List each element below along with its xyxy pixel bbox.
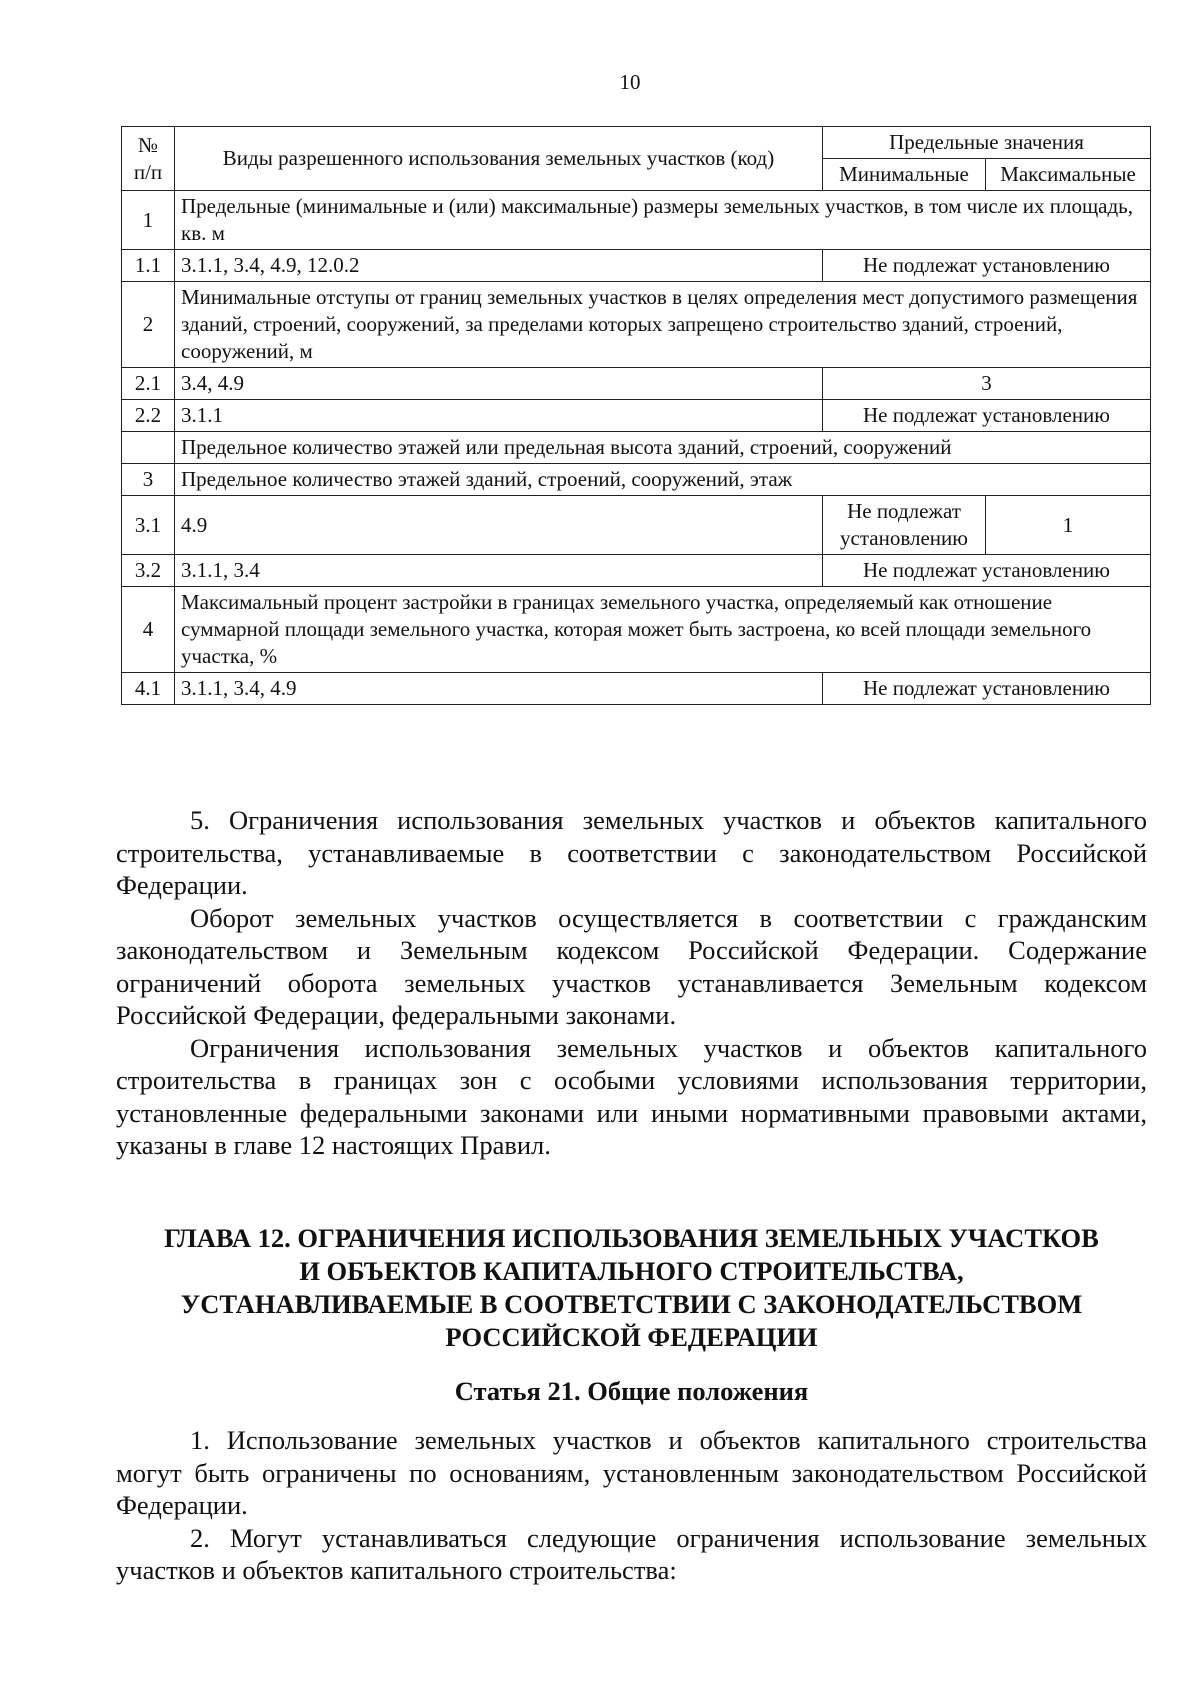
table-row [122, 400, 1151, 432]
row-codes: 3.1.1, 3.4, 4.9, 12.0.2 [175, 250, 823, 282]
row-codes: 3.1.1 [175, 400, 823, 432]
limits-table [121, 126, 1151, 705]
header-max: Максимальные [986, 159, 1151, 191]
header-min: Минимальные [823, 159, 986, 191]
paragraph-zones: Ограничения использования земельных участков и объектов капитального строительства в границах зон с особыми условиями использования территории, установленные федеральными законами или иными нормативными правовыми актами, указаны в главе 12 настоящих Правил. [116, 1032, 1147, 1160]
row-codes: 3.1.1, 3.4 [175, 555, 823, 587]
row-num: 2.2 [122, 400, 175, 432]
row-codes: 3.4, 4.9 [175, 368, 823, 400]
row-value: Не подлежат установлению [823, 400, 1151, 432]
row-codes: 4.9 [175, 496, 823, 555]
row-text: Предельное количество этажей или предельная высота зданий, строений, сооружений [175, 432, 1151, 464]
table-row [122, 282, 1151, 368]
row-value: Не подлежат установлению [823, 250, 1151, 282]
page-number: 10 [619, 70, 641, 94]
row-value: Не подлежат установлению [823, 555, 1151, 587]
row-num: 2 [122, 282, 175, 368]
table-row [122, 464, 1151, 496]
paragraph-5: 5. Ограничения использования земельных участков и объектов капитального строительства, устанавливаемые в соответствии с законодательством Российской Федерации. [116, 805, 1147, 900]
row-num: 1 [122, 191, 175, 250]
header-num: № п/п [122, 127, 175, 191]
chapter-heading-line: УСТАНАВЛИВАЕМЫЕ В СООТВЕТСТВИИ С ЗАКОНОДАТЕЛЬСТВОМ [180, 1289, 1083, 1319]
paragraph-turnover: Оборот земельных участков осуществляется в соответствии с гражданским законодательством и Земельным кодексом Российской Федерации. Содержание ограничений оборота земельных участков устанавливается Земельным кодексом Российской Федерации, федеральными законами. [116, 902, 1147, 1030]
row-max: 1 [986, 496, 1151, 555]
body-paragraphs [116, 804, 1147, 1162]
row-text: Предельные (минимальные и (или) максимальные) размеры земельных участков, в том числе их площадь, кв. м [175, 191, 1151, 250]
row-num [122, 432, 175, 464]
chapter-heading-line: РОССИЙСКОЙ ФЕДЕРАЦИИ [445, 1322, 818, 1352]
article-paragraph-2: 2. Могут устанавливаться следующие ограничения использование земельных участков и объектов капитального строительства: [116, 1522, 1147, 1585]
table-row [122, 250, 1151, 282]
row-value: 3 [823, 368, 1151, 400]
header-kind: Виды разрешенного использования земельных участков (код) [175, 127, 823, 191]
table-row [122, 368, 1151, 400]
row-text: Максимальный процент застройки в границах земельного участка, определяемый как отношение суммарной площади земельного участка, которая может быть застроена, ко всей площади земельного участка, % [175, 587, 1151, 673]
chapter-heading-line: И ОБЪЕКТОВ КАПИТАЛЬНОГО СТРОИТЕЛЬСТВА, [299, 1256, 964, 1286]
row-num: 1.1 [122, 250, 175, 282]
table-row [122, 673, 1151, 705]
row-num: 3.2 [122, 555, 175, 587]
table-row [122, 555, 1151, 587]
header-limits: Предельные значения [823, 127, 1151, 159]
article-paragraph-1: 1. Использование земельных участков и объектов капитального строительства могут быть ограничены по основаниям, установленным законодательством Российской Федерации. [116, 1425, 1147, 1520]
table-row [122, 432, 1151, 464]
row-min: Не подлежат установлению [823, 496, 986, 555]
row-num: 2.1 [122, 368, 175, 400]
table-row [122, 191, 1151, 250]
row-num: 3.1 [122, 496, 175, 555]
row-value: Не подлежат установлению [823, 673, 1151, 705]
row-num: 4.1 [122, 673, 175, 705]
article-title: Статья 21. Общие положения [454, 1376, 809, 1406]
chapter-heading [116, 1222, 1147, 1354]
table-row [122, 496, 1151, 555]
article-body [116, 1424, 1147, 1587]
row-num: 3 [122, 464, 175, 496]
row-codes: 3.1.1, 3.4, 4.9 [175, 673, 823, 705]
table-header-row [122, 127, 1151, 159]
row-num: 4 [122, 587, 175, 673]
chapter-heading-line: ГЛАВА 12. ОГРАНИЧЕНИЯ ИСПОЛЬЗОВАНИЯ ЗЕМЕЛЬНЫХ УЧАСТКОВ [164, 1223, 1099, 1253]
row-text: Минимальные отступы от границ земельных участков в целях определения мест допустимого размещения зданий, строений, сооружений, за пределами которых запрещено строительство зданий, строений, сооружений, м [175, 282, 1151, 368]
row-text: Предельное количество этажей зданий, строений, сооружений, этаж [175, 464, 1151, 496]
table-row [122, 587, 1151, 673]
